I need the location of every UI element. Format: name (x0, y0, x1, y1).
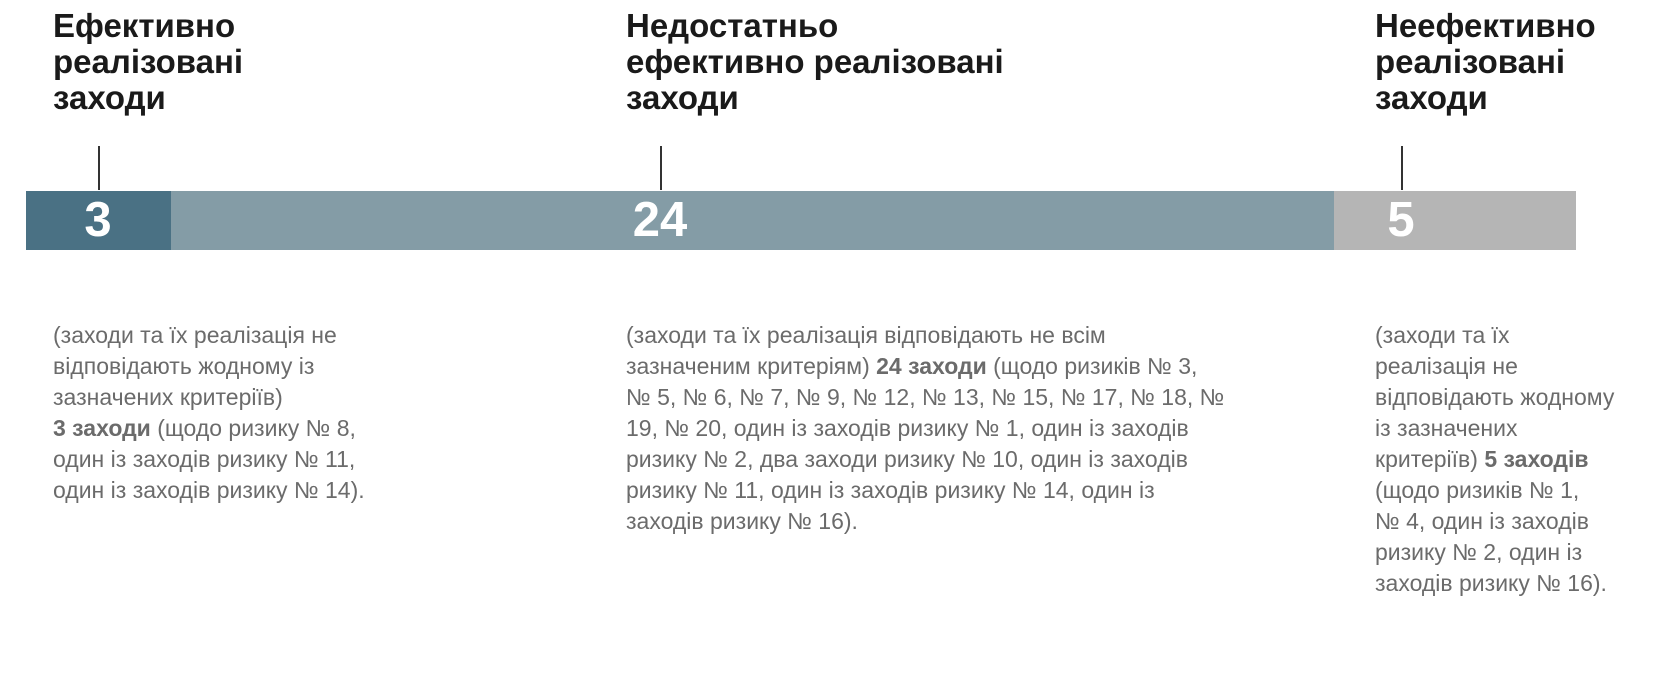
description-text: № 4, один із заходів (1375, 508, 1589, 534)
value-label-effective: 3 (84, 193, 112, 247)
ineffective-measures-description (1375, 320, 1650, 599)
description-line (53, 382, 573, 413)
description-text: 19, № 20, один із заходів ризику № 1, один із заходів (626, 415, 1189, 441)
description-line (626, 444, 1326, 475)
description-text: критеріїв) (1375, 446, 1485, 472)
heading-line: реалізовані (53, 43, 244, 80)
description-line (1375, 413, 1650, 444)
stacked-bar (26, 191, 1576, 250)
description-text: № 5, № 6, № 7, № 9, № 12, № 13, № 15, № 17, № 18, № (626, 384, 1225, 410)
description-line (53, 320, 573, 351)
description-text: (щодо ризиків № 3, (986, 353, 1198, 379)
description-line (53, 444, 573, 475)
bar-segment-insufficient (171, 191, 1334, 250)
heading-line: Ефективно (53, 7, 236, 44)
heading-line: заходи (1375, 79, 1488, 116)
heading-line: заходи (626, 79, 739, 116)
description-text: (заходи та їх реалізація відповідають не всім (626, 322, 1106, 348)
description-text: (заходи та їх реалізація не (53, 322, 337, 348)
description-text: із зазначених (1375, 415, 1518, 441)
description-line (626, 320, 1326, 351)
description-text: заходів ризику № 16). (626, 508, 858, 534)
value-label-insufficient: 24 (632, 193, 688, 247)
tick-insufficient (660, 146, 662, 190)
description-line (626, 382, 1326, 413)
bar-segment-ineffective (1334, 191, 1576, 250)
heading-line: Неефективно (1375, 7, 1596, 44)
description-text: реалізація не (1375, 353, 1518, 379)
description-text: зазначеним критеріям) (626, 353, 877, 379)
description-text: (заходи та їх (1375, 322, 1510, 348)
heading-line: заходи (53, 79, 166, 116)
description-line (1375, 475, 1650, 506)
measure-count: 5 заходів (1484, 446, 1589, 472)
heading-line: ефективно реалізовані (626, 43, 1004, 80)
description-line (1375, 444, 1650, 475)
ineffective-measures-heading (1375, 8, 1596, 116)
effective-measures-description (53, 320, 573, 506)
description-text: ризику № 2, два заходи ризику № 10, один із заходів (626, 446, 1188, 472)
description-text: (щодо ризику № 8, (150, 415, 356, 441)
heading-line: Недостатньо (626, 7, 839, 44)
description-line (1375, 382, 1650, 413)
description-line (1375, 537, 1650, 568)
description-line (1375, 568, 1650, 599)
measure-count: 24 заходи (876, 353, 987, 379)
tick-effective (98, 146, 100, 190)
description-line (1375, 351, 1650, 382)
description-line (1375, 506, 1650, 537)
description-line (626, 506, 1326, 537)
heading-line: реалізовані (1375, 43, 1566, 80)
description-line (53, 413, 573, 444)
measure-count: 3 заходи (53, 415, 151, 441)
description-text: один із заходів ризику № 11, (53, 446, 356, 472)
description-text: один із заходів ризику № 14). (53, 477, 365, 503)
value-label-ineffective: 5 (1387, 193, 1415, 247)
tick-ineffective (1401, 146, 1403, 190)
description-text: ризику № 11, один із заходів ризику № 14, один із (626, 477, 1155, 503)
description-text: (щодо ризиків № 1, (1375, 477, 1580, 503)
description-line (626, 351, 1326, 382)
description-text: відповідають жодному із (53, 353, 315, 379)
description-text: відповідають жодному (1375, 384, 1615, 410)
description-line (626, 413, 1326, 444)
description-text: заходів ризику № 16). (1375, 570, 1607, 596)
description-line (626, 475, 1326, 506)
insufficient-measures-heading (626, 8, 1004, 116)
description-text: зазначених критеріїв) (53, 384, 283, 410)
description-text: ризику № 2, один із (1375, 539, 1583, 565)
insufficient-measures-description (626, 320, 1326, 537)
description-line (1375, 320, 1650, 351)
description-line (53, 475, 573, 506)
description-line (53, 351, 573, 382)
effective-measures-heading (53, 8, 243, 116)
